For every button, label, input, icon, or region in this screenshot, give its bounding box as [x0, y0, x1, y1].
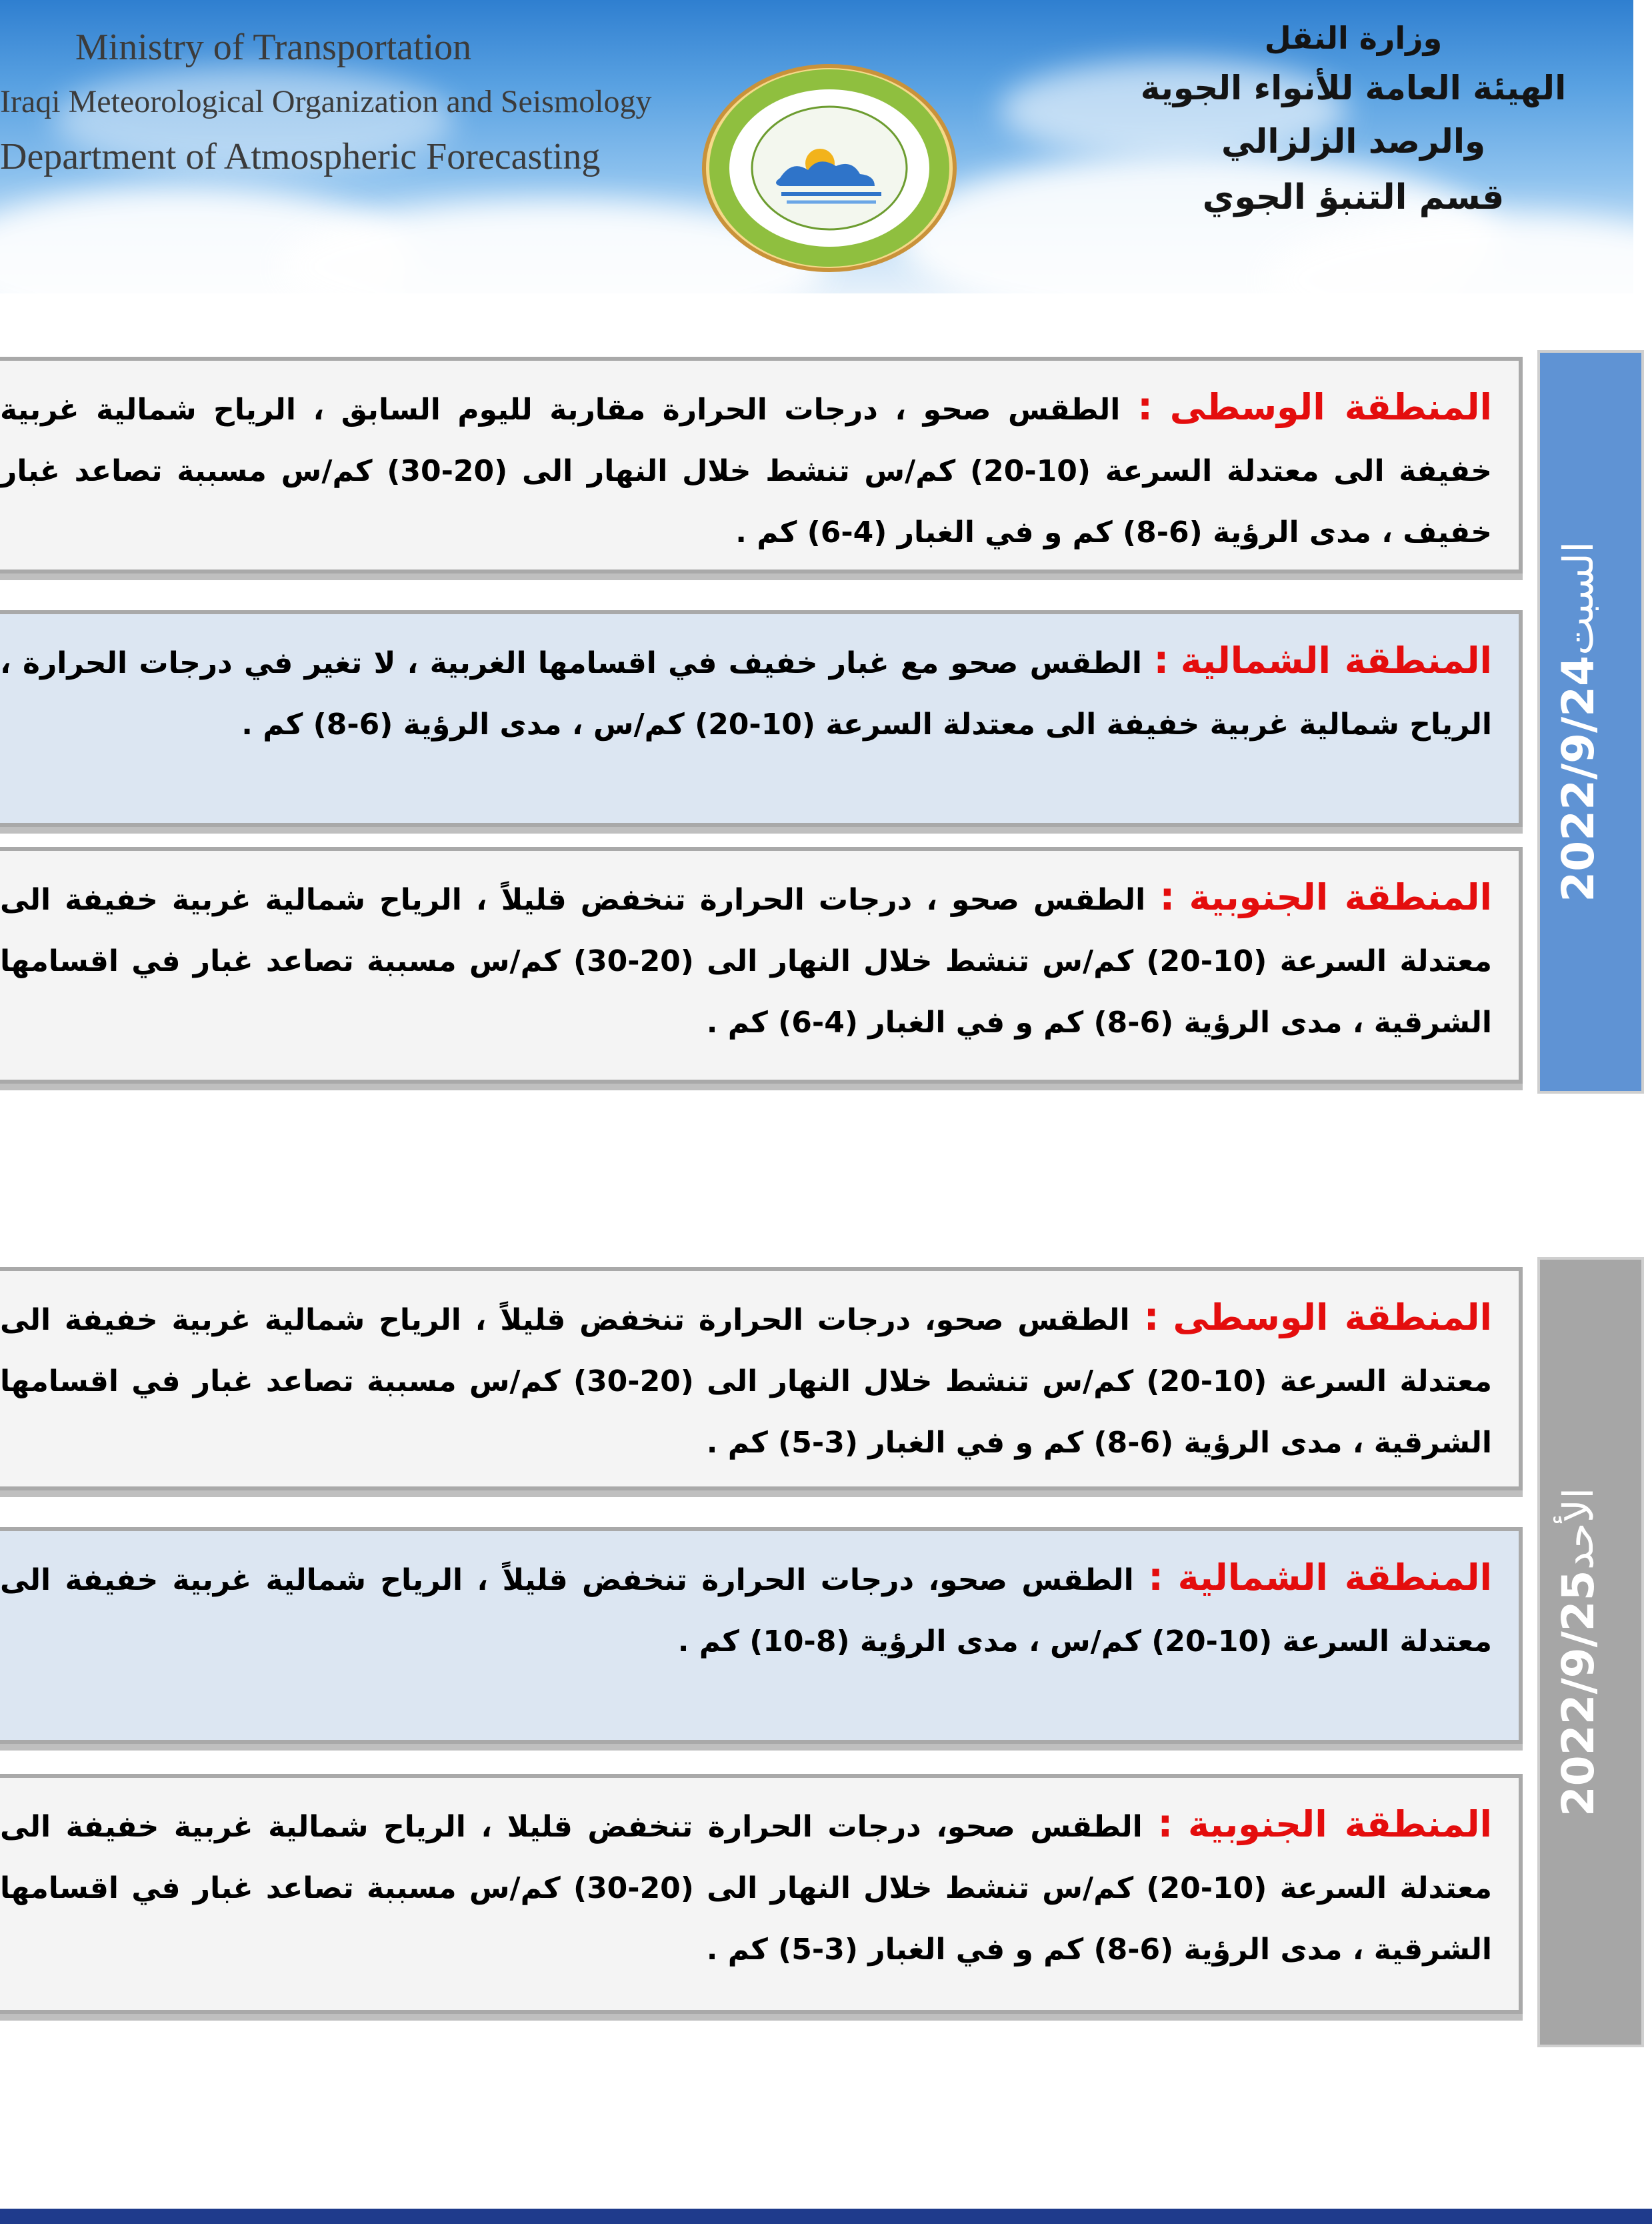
forecast-central-sunday: [0, 1267, 1523, 1490]
department-name-ar: قسم التنبؤ الجوي: [1202, 177, 1505, 217]
day-date: 2022/9/25: [1552, 1570, 1604, 1817]
organization-logo-icon: [701, 63, 958, 273]
region-colon: :: [1157, 1801, 1173, 1846]
ministry-name-en: Ministry of Transportation: [75, 27, 472, 68]
department-name-en: Department of Atmospheric Forecasting: [0, 136, 601, 177]
forecast-text: الطقس صحو، درجات الحرارة تنخفض قليلا ، الرياح شمالية غربية خفيفة الى معتدلة السرعة (10-20) كم/س تنشط خلال النهار الى (20-30) كم/س مسببة تصاعد غبار في اقسامها الشرقية ، مدى الرؤية (6-8) كم و في الغبار (3-5) كم .: [0, 1810, 1492, 1967]
region-name: المنطقة الشمالية: [1180, 640, 1492, 682]
header-arabic-text: [1100, 15, 1607, 227]
region-colon: :: [1143, 1294, 1159, 1339]
forecast-south-saturday: [0, 847, 1523, 1084]
ministry-name-ar: وزارة النقل: [1264, 20, 1443, 56]
forecast-north-sunday: [0, 1527, 1523, 1744]
region-name: المنطقة الوسطى: [1173, 1296, 1493, 1338]
forecast-text: الطقس صحو ، درجات الحرارة مقاربة لليوم السابق ، الرياح شمالية غربية خفيفة الى معتدلة السرعة (10-20) كم/س تنشط خلال النهار الى (20-30) كم/س مسببة تصاعد غبار خفيف ، مدى الرؤية (6-8) كم و في الغبار (4-6) كم .: [0, 393, 1493, 549]
region-colon: :: [1137, 383, 1153, 429]
region-name: المنطقة الجنوبية: [1189, 876, 1492, 918]
forecast-text: الطقس صحو ، درجات الحرارة تنخفض قليلاً ، الرياح شمالية غربية خفيفة الى معتدلة السرعة (10-20) كم/س تنشط خلال النهار الى (20-30) كم/س مسببة تصاعد غبار في اقسامها الشرقية ، مدى الرؤية (6-8) كم و في الغبار (4-6) كم .: [0, 883, 1492, 1040]
region-colon: :: [1153, 637, 1169, 682]
organization-name-en: Iraqi Meteorological Organization and Seismology: [0, 84, 652, 119]
footer-bar: [0, 2209, 1652, 2224]
forecast-text: الطقس صحو مع غبار خفيف في اقسامها الغربية ، لا تغير في درجات الحرارة ، الرياح شمالية غربية خفيفة الى معتدلة السرعة (10-20) كم/س ، مدى الرؤية (6-8) كم .: [0, 646, 1492, 742]
day-name: السبت: [1553, 541, 1603, 656]
region-name: المنطقة الوسطى: [1169, 386, 1492, 428]
forecast-south-sunday: [0, 1774, 1523, 2014]
header-banner: [0, 0, 1633, 293]
region-name: المنطقة الشمالية: [1177, 1556, 1493, 1598]
forecast-central-saturday: [0, 357, 1523, 574]
organization-name-ar: الهيئة العامة للأنواء الجوية والرصد الزلزالي: [1140, 69, 1567, 161]
forecast-text: الطقس صحو، درجات الحرارة تنخفض قليلاً ، الرياح شمالية غربية خفيفة الى معتدلة السرعة (10-20) كم/س ، مدى الرؤية (8-10) كم .: [0, 1563, 1492, 1658]
region-colon: :: [1159, 874, 1175, 919]
day-date: 2022/9/24: [1552, 656, 1604, 902]
forecast-north-saturday: [0, 610, 1523, 827]
region-colon: :: [1148, 1554, 1164, 1599]
day-tab-sunday: [1537, 1257, 1644, 2047]
day-tab-saturday: [1537, 350, 1644, 1094]
region-name: المنطقة الجنوبية: [1188, 1803, 1492, 1845]
day-name: الأحد: [1553, 1487, 1603, 1570]
header-english-text: [0, 20, 652, 184]
forecast-text: الطقس صحو، درجات الحرارة تنخفض قليلاً ، الرياح شمالية غربية خفيفة الى معتدلة السرعة (10-20) كم/س تنشط خلال النهار الى (20-30) كم/س مسببة تصاعد غبار في اقسامها الشرقية ، مدى الرؤية (6-8) كم و في الغبار (3-5) كم .: [0, 1303, 1492, 1460]
